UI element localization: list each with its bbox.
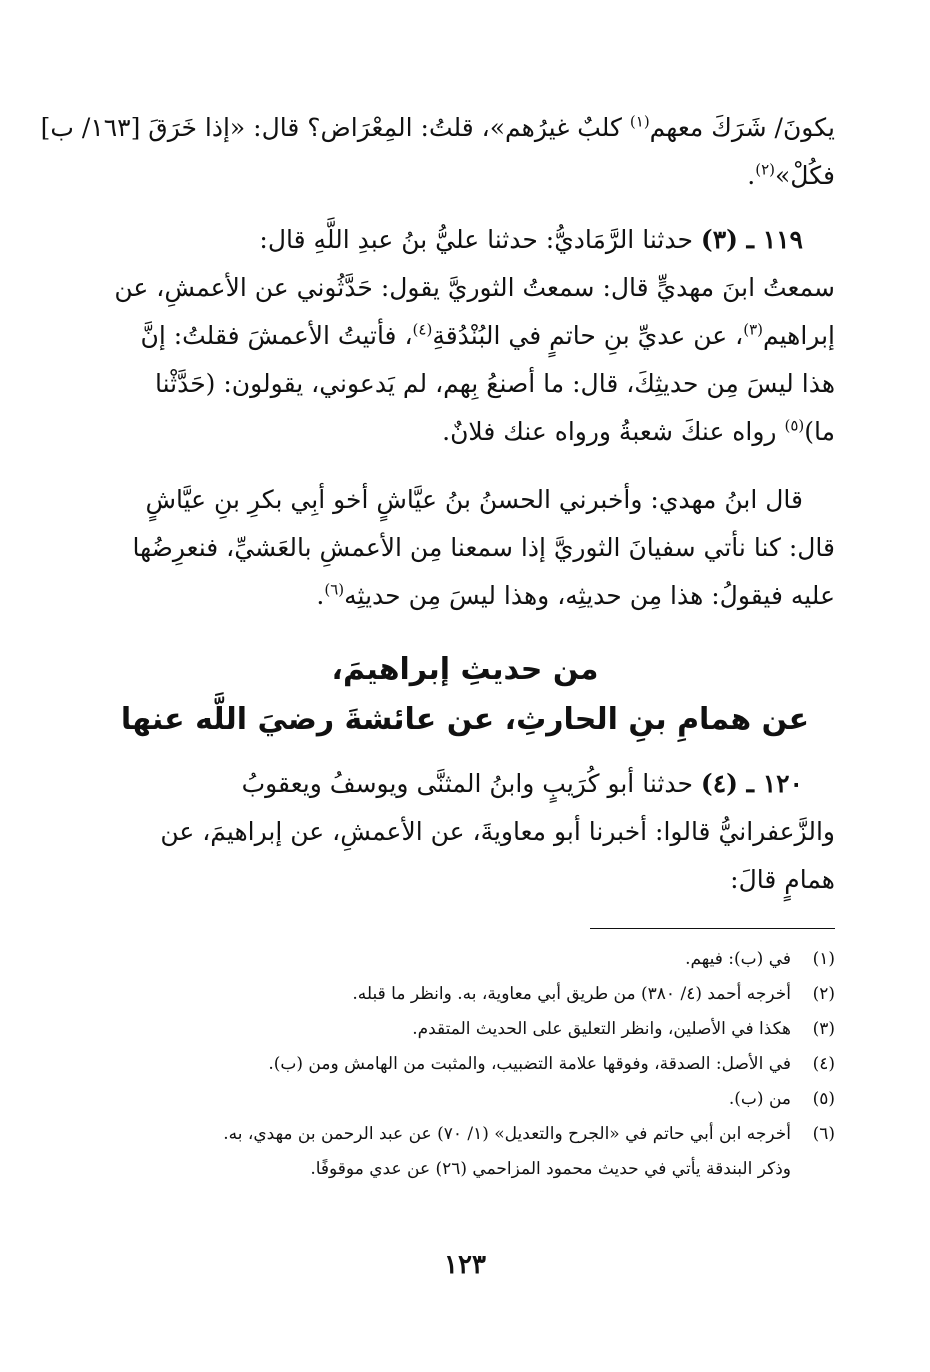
footnote-number: (٥) (812, 1089, 835, 1109)
footnote (100, 1047, 835, 1082)
text-line: ما)$^{(٥)}$ رواه عنكَ شعبةُ ورواه عنك فلانٌ. (442, 416, 835, 446)
previous-hadith-continuation (40, 104, 835, 200)
footnote-number: (٢) (812, 984, 835, 1004)
footnote-number: (١) (812, 949, 835, 969)
page-number: ١٢٣ (444, 1250, 486, 1280)
footnotes (100, 942, 835, 1187)
footnote-ref: (١) (629, 112, 650, 131)
footnote-ref: (٦) (324, 580, 345, 599)
footnote (100, 977, 835, 1012)
footnote-continuation: وذكر البندقة يأتي في حديث محمود المزاحمي (٢٦) عن عدي موقوفًا. (310, 1159, 791, 1179)
section-heading-line-1: من حديثِ إبراهيمَ، (331, 652, 599, 687)
footnote-ref: (٣) (743, 320, 763, 339)
text-line: ١٢٠ ـ (٤) حدثنا أبو كُرَيبٍ وابنُ المثنَّى ويوسفُ ويعقوبُ (241, 769, 803, 798)
text-line: ١١٩ ـ (٣) حدثنا الرَّمَاديُّ: حدثنا عليُّ بنُ عبدِ اللَّهِ قال: (259, 225, 803, 254)
footnote (100, 1117, 835, 1152)
footnote-text: هكذا في الأصلين، وانظر التعليق على الحديث المتقدم. (412, 1019, 791, 1039)
text-line: يكونَ/ شَرَكَ معهم$^{(١)}$ كلبٌ غيرُهم»، قلتُ: المِعْرَاض؟ قال: «إذا خَرَقَ [١٦٣/ ب] (40, 112, 835, 142)
text-line: فكُلْ»$^{(٢)}$. (747, 160, 835, 190)
footnote-ref: (٢) (755, 160, 775, 179)
footnote-text: أخرجه ابن أبي حاتم في «الجرح والتعديل» (١/ ٧٠) عن عبد الرحمن بن مهدي، به. (223, 1124, 791, 1144)
footnote-ref: (٤) (412, 320, 433, 339)
footnote-ref: (٥) (784, 416, 805, 435)
ibn-mahdi-paragraph (108, 476, 835, 620)
text-line: هذا ليسَ مِن حديثِكَ، قال: ما أصنعُ بِهم، لم يَدعوني، يقولون: (حَدَّثْنا (154, 369, 835, 398)
footnote-text: من (ب). (728, 1089, 791, 1109)
footnote (100, 1012, 835, 1047)
footnote-number: (٤) (812, 1054, 835, 1074)
footnote (100, 942, 835, 977)
hadith-120 (108, 760, 835, 904)
text-line: سمعتُ ابنَ مهديٍّ قال: سمعتُ الثوريَّ يقول: حَدَّثُوني عن الأعمشِ، عن (114, 273, 835, 302)
footnote-text: في الأصل: الصدقة، وفوقها علامة التضبيب، والمثبت من الهامش ومن (ب). (268, 1054, 791, 1074)
footnote-number: (٦) (812, 1124, 835, 1144)
hadith-119 (108, 216, 835, 456)
section-heading-line-2: عن همامِ بنِ الحارثِ، عن عائشةَ رضيَ اللَّه عنها (120, 702, 810, 737)
footnote-separator (590, 928, 835, 929)
text-line: إبراهيم$^{(٣)}$، عن عديِّ بنِ حاتمٍ في البُنْدُقةِ$^{(٤)}$، فأتيتُ الأعمشَ فقلتُ: إنَّ (140, 320, 835, 350)
text-line: همامٍ قالَ: (730, 865, 835, 894)
footnote-text: في (ب): فيهم. (685, 949, 791, 969)
text-line: قال: كنا نأتي سفيانَ الثوريَّ إذا سمعنا مِن الأعمشِ بالعَشيِّ، فنعرِضُها (132, 533, 835, 562)
text-line: عليه فيقولُ: هذا مِن حديثِه، وهذا ليسَ مِن حديثِه$^{(٦)}$. (316, 580, 835, 610)
hadith-number: ١٢٠ ـ (٤) (700, 769, 803, 798)
text-line: والزَّعفرانيُّ قالوا: أخبرنا أبو معاويةَ، عن الأعمشِ، عن إبراهيمَ، عن (160, 817, 835, 846)
footnote-text: أخرجه أحمد (٤/ ٣٨٠) من طريق أبي معاوية، به. وانظر ما قبله. (352, 984, 791, 1004)
hadith-number: ١١٩ ـ (٣) (700, 225, 803, 254)
footnote (100, 1082, 835, 1117)
footnote-number: (٣) (812, 1019, 835, 1039)
text-line: قال ابنُ مهدي: وأخبرني الحسنُ بنُ عيَّاشٍ أخو أبِي بكرِ بنِ عيَّاشٍ (145, 485, 803, 514)
